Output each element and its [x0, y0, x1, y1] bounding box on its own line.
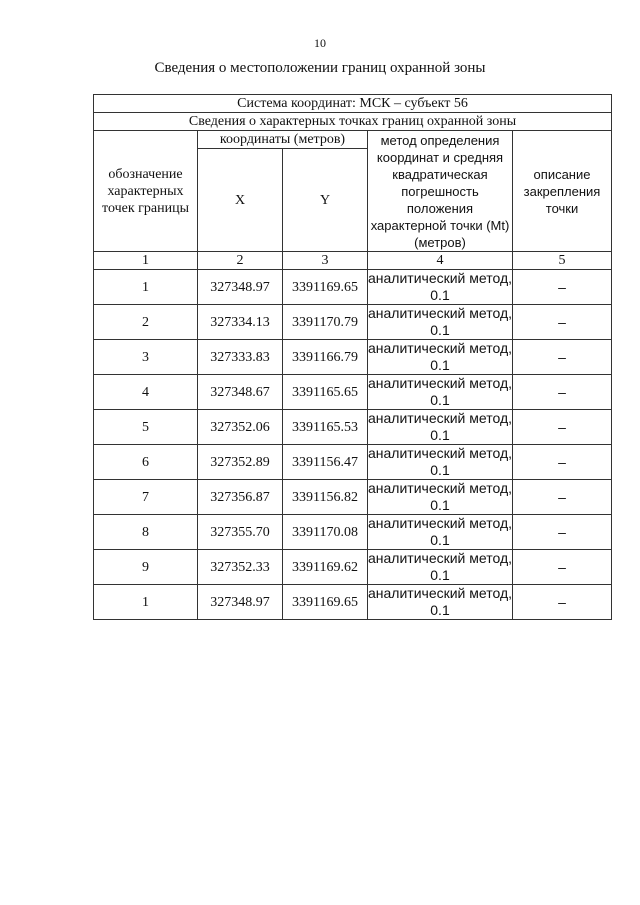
point-cell: 2: [94, 305, 198, 340]
header-designation: обозначение характерных точек границы: [94, 131, 198, 252]
point-cell: 1: [94, 270, 198, 305]
table-row: [94, 480, 612, 515]
x-coordinate-cell: 327355.70: [198, 515, 283, 550]
y-coordinate-cell: 3391166.79: [283, 340, 368, 375]
point-cell: 4: [94, 375, 198, 410]
header-coordinates: координаты (метров): [198, 131, 368, 149]
x-coordinate-cell: 327352.89: [198, 445, 283, 480]
y-coordinate-cell: 3391170.79: [283, 305, 368, 340]
description-cell: –: [513, 375, 612, 410]
point-cell: 8: [94, 515, 198, 550]
column-number: 1: [94, 252, 198, 270]
table-row: [94, 585, 612, 620]
method-cell: аналитический метод, 0.1: [368, 515, 512, 548]
header-method: метод определения координат и средняя квадратическая погрешность положения характерной точки (Mt) (метров): [368, 131, 513, 252]
point-cell: 3: [94, 340, 198, 375]
point-cell: 1: [94, 585, 198, 620]
method-cell: аналитический метод, 0.1: [368, 585, 512, 618]
method-cell: аналитический метод, 0.1: [368, 480, 512, 513]
x-coordinate-cell: 327348.97: [198, 270, 283, 305]
column-number: 3: [283, 252, 368, 270]
column-number: 5: [513, 252, 612, 270]
column-number: 4: [368, 252, 513, 270]
method-cell: аналитический метод, 0.1: [368, 445, 512, 478]
description-cell: –: [513, 585, 612, 620]
description-cell: –: [513, 410, 612, 445]
header-description: описание закрепления точки: [513, 131, 612, 252]
method-cell: аналитический метод, 0.1: [368, 410, 512, 443]
points-info-title: Сведения о характерных точках границ охранной зоны: [94, 113, 612, 131]
description-cell: –: [513, 305, 612, 340]
table-row: [94, 375, 612, 410]
x-coordinate-cell: 327334.13: [198, 305, 283, 340]
method-cell: аналитический метод, 0.1: [368, 340, 512, 373]
y-coordinate-cell: 3391156.82: [283, 480, 368, 515]
x-coordinate-cell: 327348.67: [198, 375, 283, 410]
method-cell: аналитический метод, 0.1: [368, 550, 512, 583]
table-row: [94, 550, 612, 585]
method-cell: аналитический метод, 0.1: [368, 270, 512, 303]
boundary-points-table: [93, 94, 612, 620]
y-coordinate-cell: 3391169.62: [283, 550, 368, 585]
y-coordinate-cell: 3391165.53: [283, 410, 368, 445]
x-coordinate-cell: 327352.33: [198, 550, 283, 585]
table-row: [94, 410, 612, 445]
description-cell: –: [513, 515, 612, 550]
description-cell: –: [513, 340, 612, 375]
description-cell: –: [513, 480, 612, 515]
table-row: [94, 515, 612, 550]
method-cell: аналитический метод, 0.1: [368, 375, 512, 408]
y-coordinate-cell: 3391165.65: [283, 375, 368, 410]
document-heading: Сведения о местоположении границ охранной зоны: [154, 60, 486, 76]
y-coordinate-cell: 3391169.65: [283, 585, 368, 620]
column-numbers-row: [94, 252, 612, 270]
description-cell: –: [513, 550, 612, 585]
table-row: [94, 270, 612, 305]
table-row: [94, 305, 612, 340]
x-coordinate-cell: 327348.97: [198, 585, 283, 620]
x-coordinate-cell: 327356.87: [198, 480, 283, 515]
table-row: [94, 445, 612, 480]
x-coordinate-cell: 327352.06: [198, 410, 283, 445]
header-x: X: [198, 149, 283, 252]
method-cell: аналитический метод, 0.1: [368, 305, 512, 338]
column-number: 2: [198, 252, 283, 270]
description-cell: –: [513, 445, 612, 480]
page-number: 10: [314, 36, 326, 50]
x-coordinate-cell: 327333.83: [198, 340, 283, 375]
y-coordinate-cell: 3391156.47: [283, 445, 368, 480]
y-coordinate-cell: 3391170.08: [283, 515, 368, 550]
table-row: [94, 340, 612, 375]
coordinate-system-title: Система координат: МСК – субъект 56: [94, 95, 612, 113]
point-cell: 7: [94, 480, 198, 515]
point-cell: 5: [94, 410, 198, 445]
point-cell: 6: [94, 445, 198, 480]
description-cell: –: [513, 270, 612, 305]
y-coordinate-cell: 3391169.65: [283, 270, 368, 305]
point-cell: 9: [94, 550, 198, 585]
header-y: Y: [283, 149, 368, 252]
